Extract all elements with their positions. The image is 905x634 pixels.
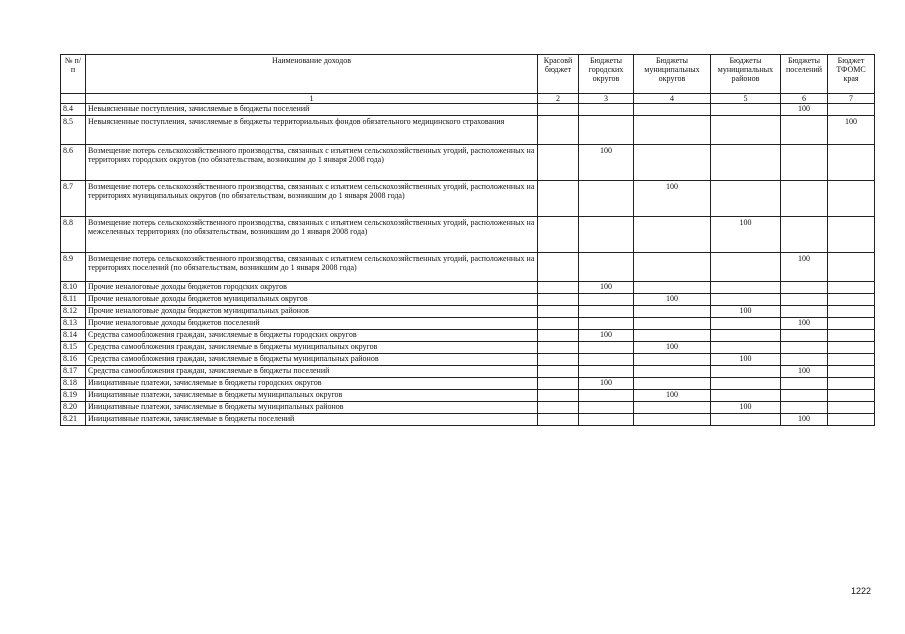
cell-settlements	[781, 181, 828, 217]
row-number: 8.5	[61, 116, 86, 145]
cell-tfoms: 100	[828, 116, 875, 145]
cell-cities: 100	[579, 282, 634, 294]
cell-krai	[538, 282, 579, 294]
cell-cities: 100	[579, 330, 634, 342]
page-number: 1222	[851, 586, 872, 596]
cell-districts	[711, 414, 781, 426]
row-name: Возмещение потерь сельскохозяйственного производства, связанных с изъятием сельскохозяйственных угодий, расположенных на территориях городских округов (по обязательствам, возникшим до 1 января 2008 года)	[86, 145, 538, 181]
row-name: Невыясненные поступления, зачисляемые в бюджеты поселений	[86, 104, 538, 116]
cell-cities	[579, 318, 634, 330]
cell-districts: 100	[711, 306, 781, 318]
cell-settlements	[781, 282, 828, 294]
cell-municipal	[634, 306, 711, 318]
cell-cities	[579, 402, 634, 414]
cell-tfoms	[828, 282, 875, 294]
cell-settlements	[781, 330, 828, 342]
column-number: 5	[711, 94, 781, 104]
row-number: 8.12	[61, 306, 86, 318]
row-name: Возмещение потерь сельскохозяйственного производства, связанных с изъятием сельскохозяйственных угодий, расположенных на территориях муниципальных округов (по обязательствам, возникшим до 1 января 2008 года)	[86, 181, 538, 217]
cell-municipal	[634, 366, 711, 378]
table-row	[61, 402, 875, 414]
cell-krai	[538, 181, 579, 217]
row-name: Инициативные платежи, зачисляемые в бюджеты городских округов	[86, 378, 538, 390]
cell-cities	[579, 306, 634, 318]
column-number: 3	[579, 94, 634, 104]
cell-tfoms	[828, 330, 875, 342]
row-number: 8.14	[61, 330, 86, 342]
cell-settlements: 100	[781, 414, 828, 426]
row-number: 8.20	[61, 402, 86, 414]
cell-krai	[538, 253, 579, 282]
row-number: 8.15	[61, 342, 86, 354]
cell-municipal	[634, 378, 711, 390]
row-number: 8.4	[61, 104, 86, 116]
cell-tfoms	[828, 390, 875, 402]
cell-krai	[538, 402, 579, 414]
cell-cities	[579, 217, 634, 253]
cell-districts	[711, 145, 781, 181]
row-number: 8.17	[61, 366, 86, 378]
row-name: Возмещение потерь сельскохозяйственного производства, связанных с изъятием сельскохозяйственных угодий, расположенных на межселенных территориях (по обязательствам, возникшим до 1 января 2008 года)	[86, 217, 538, 253]
table-row	[61, 366, 875, 378]
cell-settlements	[781, 306, 828, 318]
row-number: 8.6	[61, 145, 86, 181]
cell-krai	[538, 104, 579, 116]
cell-krai	[538, 330, 579, 342]
table-row	[61, 116, 875, 145]
cell-districts: 100	[711, 402, 781, 414]
table-row	[61, 181, 875, 217]
cell-krai	[538, 390, 579, 402]
cell-krai	[538, 116, 579, 145]
cell-settlements	[781, 217, 828, 253]
row-number: 8.10	[61, 282, 86, 294]
cell-tfoms	[828, 181, 875, 217]
cell-krai	[538, 354, 579, 366]
header-tfoms: Бюджет ТФОМС края	[828, 55, 875, 94]
cell-districts	[711, 390, 781, 402]
cell-settlements: 100	[781, 318, 828, 330]
cell-tfoms	[828, 104, 875, 116]
cell-cities	[579, 414, 634, 426]
cell-tfoms	[828, 318, 875, 330]
row-name: Прочие неналоговые доходы бюджетов городских округов	[86, 282, 538, 294]
table-row	[61, 390, 875, 402]
cell-municipal	[634, 116, 711, 145]
cell-settlements	[781, 402, 828, 414]
cell-krai	[538, 217, 579, 253]
table-row	[61, 342, 875, 354]
cell-districts	[711, 342, 781, 354]
row-number: 8.7	[61, 181, 86, 217]
cell-municipal	[634, 282, 711, 294]
cell-cities	[579, 354, 634, 366]
cell-districts	[711, 253, 781, 282]
cell-municipal	[634, 318, 711, 330]
row-name: Инициативные платежи, зачисляемые в бюджеты муниципальных районов	[86, 402, 538, 414]
cell-cities	[579, 181, 634, 217]
header-cities: Бюджеты городских округов	[579, 55, 634, 94]
row-name: Средства самообложения граждан, зачисляемые в бюджеты городских округов	[86, 330, 538, 342]
cell-tfoms	[828, 145, 875, 181]
cell-tfoms	[828, 366, 875, 378]
cell-settlements	[781, 378, 828, 390]
cell-cities	[579, 104, 634, 116]
row-name: Прочие неналоговые доходы бюджетов муниципальных округов	[86, 294, 538, 306]
cell-tfoms	[828, 402, 875, 414]
row-name: Невыясненные поступления, зачисляемые в бюджеты территориальных фондов обязательного медицинского страхования	[86, 116, 538, 145]
header-krai: Красовй бюджет	[538, 55, 579, 94]
cell-districts	[711, 330, 781, 342]
cell-cities	[579, 342, 634, 354]
cell-municipal: 100	[634, 390, 711, 402]
cell-municipal	[634, 354, 711, 366]
cell-krai	[538, 294, 579, 306]
cell-krai	[538, 342, 579, 354]
row-number: 8.11	[61, 294, 86, 306]
row-number: 8.21	[61, 414, 86, 426]
table-row	[61, 330, 875, 342]
cell-cities: 100	[579, 378, 634, 390]
row-number: 8.13	[61, 318, 86, 330]
table-row	[61, 217, 875, 253]
cell-districts	[711, 181, 781, 217]
cell-municipal	[634, 217, 711, 253]
table-row	[61, 145, 875, 181]
cell-krai	[538, 366, 579, 378]
row-number: 8.16	[61, 354, 86, 366]
cell-tfoms	[828, 342, 875, 354]
cell-settlements: 100	[781, 366, 828, 378]
cell-districts	[711, 318, 781, 330]
table-row	[61, 378, 875, 390]
cell-municipal	[634, 253, 711, 282]
column-number: 4	[634, 94, 711, 104]
cell-districts	[711, 104, 781, 116]
cell-municipal: 100	[634, 294, 711, 306]
row-name: Инициативные платежи, зачисляемые в бюджеты муниципальных округов	[86, 390, 538, 402]
cell-districts: 100	[711, 217, 781, 253]
header-municipal: Бюджеты муниципальных округов	[634, 55, 711, 94]
cell-settlements: 100	[781, 104, 828, 116]
cell-districts	[711, 366, 781, 378]
table-row	[61, 253, 875, 282]
cell-cities	[579, 116, 634, 145]
cell-cities	[579, 294, 634, 306]
cell-districts: 100	[711, 354, 781, 366]
cell-districts	[711, 294, 781, 306]
column-number: 1	[86, 94, 538, 104]
table-row	[61, 282, 875, 294]
cell-tfoms	[828, 378, 875, 390]
cell-krai	[538, 318, 579, 330]
cell-cities	[579, 390, 634, 402]
header-no: № п/п	[61, 55, 86, 94]
header-districts: Бюджеты муниципальных районов	[711, 55, 781, 94]
table-row	[61, 354, 875, 366]
row-number: 8.9	[61, 253, 86, 282]
table-row	[61, 414, 875, 426]
cell-municipal	[634, 145, 711, 181]
table-row	[61, 306, 875, 318]
column-number: 6	[781, 94, 828, 104]
cell-settlements	[781, 390, 828, 402]
cell-krai	[538, 145, 579, 181]
cell-municipal: 100	[634, 181, 711, 217]
cell-tfoms	[828, 294, 875, 306]
cell-cities	[579, 253, 634, 282]
cell-districts	[711, 378, 781, 390]
cell-tfoms	[828, 217, 875, 253]
cell-municipal	[634, 104, 711, 116]
cell-cities: 100	[579, 145, 634, 181]
cell-municipal	[634, 414, 711, 426]
table-row	[61, 104, 875, 116]
header-name: Наименование доходов	[86, 55, 538, 94]
cell-tfoms	[828, 306, 875, 318]
cell-tfoms	[828, 414, 875, 426]
cell-tfoms	[828, 354, 875, 366]
row-name: Средства самообложения граждан, зачисляемые в бюджеты муниципальных районов	[86, 354, 538, 366]
cell-krai	[538, 378, 579, 390]
row-name: Возмещение потерь сельскохозяйственного производства, связанных с изъятием сельскохозяйственных угодий, расположенных на территориях поселений (по обязательствам, возникшим до 1 января 2008 года)	[86, 253, 538, 282]
table-row	[61, 294, 875, 306]
cell-settlements	[781, 342, 828, 354]
cell-settlements	[781, 294, 828, 306]
row-name: Инициативные платежи, зачисляемые в бюджеты поселений	[86, 414, 538, 426]
revenue-distribution-table	[60, 54, 875, 426]
column-number: 2	[538, 94, 579, 104]
row-number: 8.19	[61, 390, 86, 402]
row-number: 8.18	[61, 378, 86, 390]
row-name: Средства самообложения граждан, зачисляемые в бюджеты муниципальных округов	[86, 342, 538, 354]
table-header-row	[61, 55, 875, 94]
cell-municipal	[634, 330, 711, 342]
column-number: 7	[828, 94, 875, 104]
cell-krai	[538, 306, 579, 318]
row-name: Средства самообложения граждан, зачисляемые в бюджеты поселений	[86, 366, 538, 378]
cell-districts	[711, 282, 781, 294]
table-row	[61, 318, 875, 330]
cell-municipal: 100	[634, 342, 711, 354]
cell-settlements	[781, 354, 828, 366]
row-name: Прочие неналоговые доходы бюджетов муниципальных районов	[86, 306, 538, 318]
cell-krai	[538, 414, 579, 426]
column-number-blank	[61, 94, 86, 104]
row-name: Прочие неналоговые доходы бюджетов поселений	[86, 318, 538, 330]
cell-settlements	[781, 116, 828, 145]
cell-tfoms	[828, 253, 875, 282]
header-settlements: Бюджеты поселений	[781, 55, 828, 94]
cell-settlements: 100	[781, 253, 828, 282]
column-number-row	[61, 94, 875, 104]
cell-districts	[711, 116, 781, 145]
row-number: 8.8	[61, 217, 86, 253]
cell-municipal	[634, 402, 711, 414]
cell-cities	[579, 366, 634, 378]
cell-settlements	[781, 145, 828, 181]
